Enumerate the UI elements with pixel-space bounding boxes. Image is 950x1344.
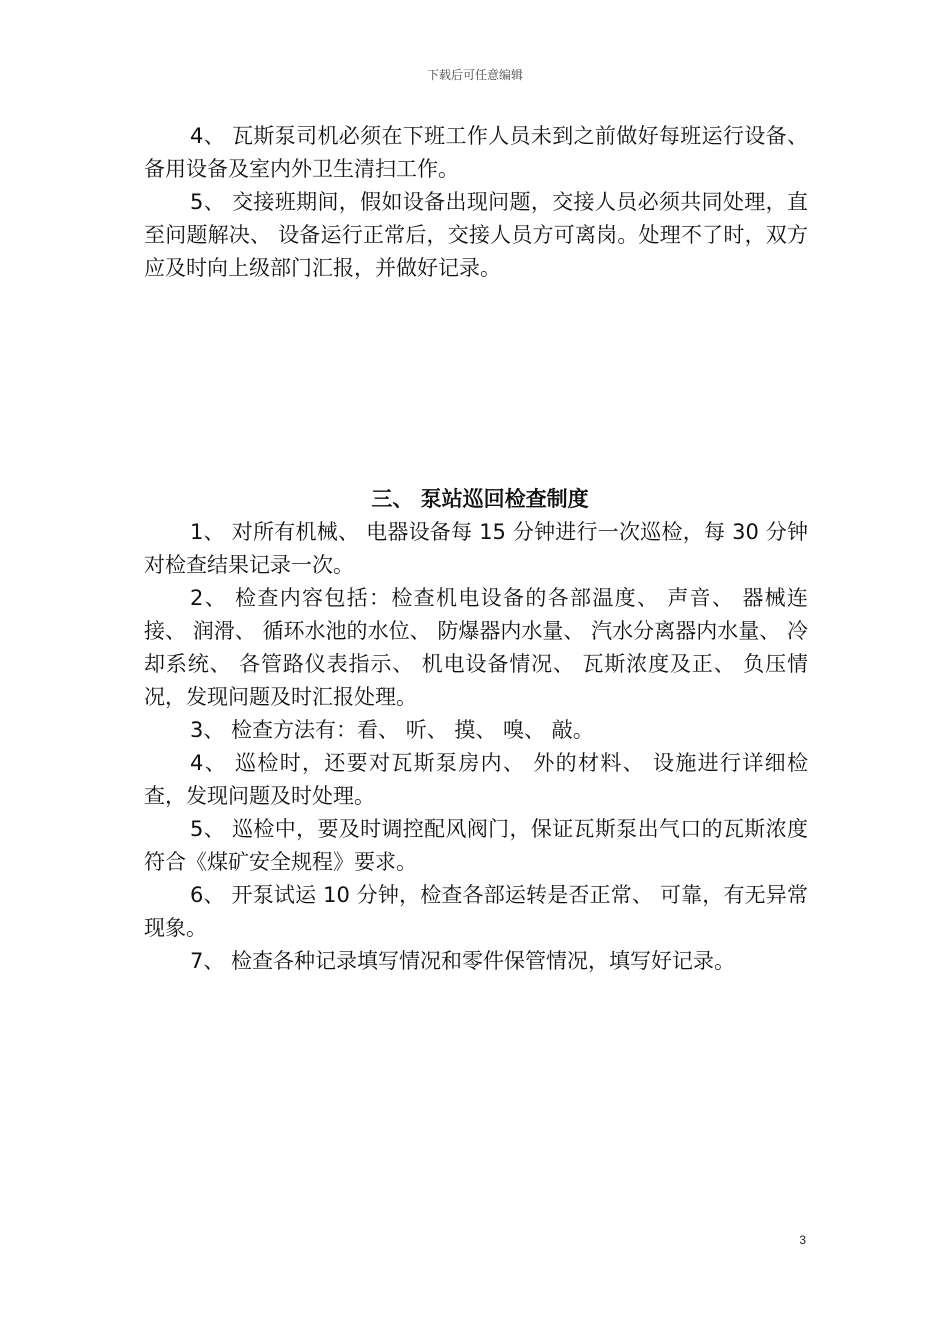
paragraph-item-1: 1、 对所有机械、 电器设备每 15 分钟进行一次巡检，每 30 分钟对检查结果记录一次。 (144, 520, 808, 577)
paragraph-item-4: 4、 瓦斯泵司机必须在下班工作人员未到之前做好每班运行设备、 备用设备及室内外卫生清扫工作。 (144, 124, 808, 181)
paragraph-item-2: 2、 检查内容包括：检查机电设备的各部温度、 声音、 器械连接、 润滑、 循环水池的水位、 防爆器内水量、 汽水分离器内水量、 冷却系统、 各管路仪表指示、 机电设备情况、 瓦斯浓度及正、 负压情况，发现问题及时汇报处理。 (144, 586, 808, 709)
paragraph-item-5: 5、 巡检中，要及时调控配风阀门，保证瓦斯泵出气口的瓦斯浓度符合《煤矿安全规程》要求。 (144, 817, 808, 874)
paragraph-item-7: 7、 检查各种记录填写情况和零件保管情况，填写好记录。 (190, 949, 736, 973)
paragraph-item-5: 5、 交接班期间，假如设备出现问题，交接人员必须共同处理，直至问题解决、 设备运行正常后，交接人员方可离岗。处理不了时，双方应及时向上级部门汇报，并做好记录。 (144, 190, 808, 280)
paragraph-item-3: 3、 检查方法有：看、 听、 摸、 嗅、 敲。 (190, 718, 594, 742)
page-number: 3 (799, 1233, 806, 1247)
page-header: 下载后可任意编辑 (426, 68, 523, 82)
paragraph-item-4: 4、 巡检时，还要对瓦斯泵房内、 外的材料、 设施进行详细检查，发现问题及时处理。 (144, 751, 808, 808)
section-continued (144, 120, 808, 285)
paragraph-item-6: 6、 开泵试运 10 分钟，检查各部运转是否正常、 可靠，有无异常现象。 (144, 883, 808, 940)
section-inspection-system (144, 483, 808, 978)
section-title: 三、 泵站巡回检查制度 (371, 487, 589, 511)
